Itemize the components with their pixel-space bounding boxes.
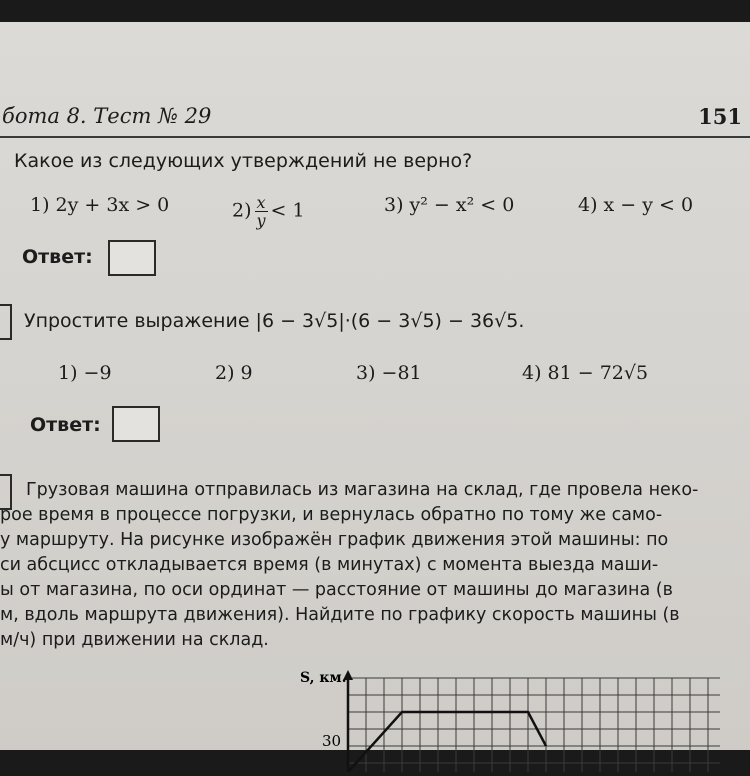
y-tick-30: 30 xyxy=(322,732,342,750)
q1-fraction-denominator: y xyxy=(256,211,266,230)
q2-answer-label: Ответ: xyxy=(30,414,101,436)
q1-answer-label: Ответ: xyxy=(22,246,93,268)
q3-line-4: си абсцисс откладывается время (в минутах) с момента выезда маши- xyxy=(0,555,659,575)
header-title: бота 8. Тест № 29 xyxy=(2,104,212,128)
q3-line-7: м/ч) при движении на склад. xyxy=(0,630,269,650)
q1-option-2-rest: < 1 xyxy=(270,199,305,222)
q2-answer-box[interactable] xyxy=(112,406,160,442)
q3-line-2: рое время в процессе погрузки, и вернулась обратно по тому же само- xyxy=(0,505,663,525)
q1-fraction-numerator: x xyxy=(256,193,266,212)
q1-fraction xyxy=(255,194,268,229)
q2-option-2: 2) 9 xyxy=(215,362,253,384)
q1-option-3: 3) y² − x² < 0 xyxy=(384,194,515,216)
y-axis-label: S, км. xyxy=(300,670,347,686)
q2-number-box xyxy=(0,304,12,340)
q3-line-6: м, вдоль маршрута движения). Найдите по графику скорость машины (в xyxy=(0,605,680,625)
textbook-page xyxy=(0,22,750,750)
q1-option-2 xyxy=(232,194,305,229)
page-header xyxy=(0,102,750,138)
q2-option-3: 3) −81 xyxy=(356,362,422,384)
q3-line-5: ы от магазина, по оси ординат — расстояние от машины до магазина (в xyxy=(0,580,673,600)
question-2-text: Упростите выражение |6 − 3√5|·(6 − 3√5) − 36√5. xyxy=(24,310,525,332)
graph-svg xyxy=(300,670,720,772)
q2-option-1: 1) −9 xyxy=(58,362,112,384)
motion-graph xyxy=(300,670,720,772)
q1-option-2-number: 2) xyxy=(232,199,252,222)
q3-line-1: Грузовая машина отправилась из магазина на склад, где провела неко- xyxy=(26,480,699,500)
page-number: 151 xyxy=(698,104,742,129)
q3-line-3: у маршруту. На рисунке изображён график движения этой машины: по xyxy=(0,530,669,550)
q2-option-4: 4) 81 − 72√5 xyxy=(522,362,649,384)
q1-option-4: 4) x − y < 0 xyxy=(578,194,694,216)
q1-answer-box[interactable] xyxy=(108,240,156,276)
q1-option-1: 1) 2y + 3x > 0 xyxy=(30,194,170,216)
question-1-text: Какое из следующих утверждений не верно? xyxy=(14,150,473,172)
